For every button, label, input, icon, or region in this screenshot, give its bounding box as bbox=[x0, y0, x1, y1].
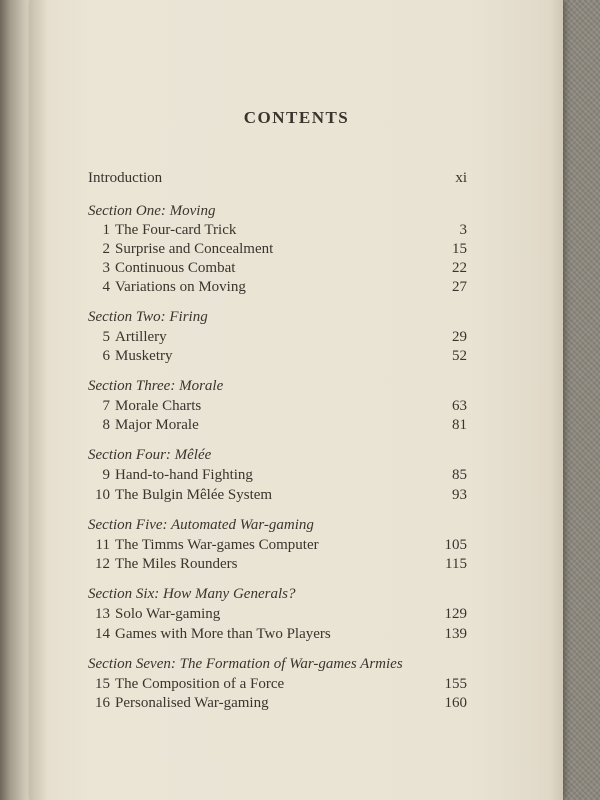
entry-number: 13 bbox=[95, 606, 110, 622]
toc-entry bbox=[30, 487, 563, 507]
toc-entry bbox=[30, 329, 563, 349]
entry-title: Introduction bbox=[88, 170, 163, 186]
entry-title: Variations on Moving bbox=[115, 279, 246, 295]
entry-page: 29 bbox=[452, 329, 467, 345]
page-title: CONTENTS bbox=[243, 108, 350, 127]
entry-number: 5 bbox=[102, 329, 110, 345]
entry-page: 3 bbox=[459, 222, 467, 238]
toc-entry bbox=[30, 606, 563, 626]
entry-title: Personalised War-gaming bbox=[115, 695, 269, 711]
toc-entry bbox=[30, 260, 563, 280]
entry-title: The Timms War-games Computer bbox=[115, 537, 319, 553]
entry-number: 3 bbox=[102, 260, 110, 276]
toc-entry bbox=[30, 626, 563, 646]
entry-page: 93 bbox=[452, 487, 467, 503]
entry-page: xi bbox=[455, 170, 467, 186]
section-heading: Section Seven: The Formation of War-games Armies bbox=[88, 656, 403, 672]
entry-title: The Composition of a Force bbox=[115, 676, 285, 692]
entry-title: Morale Charts bbox=[115, 398, 202, 414]
entry-number: 14 bbox=[95, 626, 110, 642]
entry-number: 10 bbox=[95, 487, 110, 503]
toc-entry bbox=[30, 222, 563, 242]
entry-page: 139 bbox=[444, 626, 467, 642]
entry-page: 27 bbox=[452, 279, 467, 295]
entry-number: 1 bbox=[102, 222, 110, 238]
entry-title: Games with More than Two Players bbox=[115, 626, 331, 642]
toc-entry bbox=[30, 348, 563, 368]
contents-page bbox=[30, 0, 563, 800]
entry-title: Musketry bbox=[115, 348, 173, 364]
toc-entry bbox=[30, 537, 563, 557]
section-heading: Section Three: Morale bbox=[88, 378, 224, 394]
section-heading: Section Two: Firing bbox=[88, 309, 208, 325]
toc-entry bbox=[30, 556, 563, 576]
toc-entry bbox=[30, 279, 563, 299]
entry-number: 7 bbox=[102, 398, 110, 414]
entry-title: Artillery bbox=[115, 329, 167, 345]
entry-page: 115 bbox=[445, 556, 467, 572]
entry-number: 6 bbox=[102, 348, 110, 364]
entry-page: 22 bbox=[452, 260, 467, 276]
entry-page: 105 bbox=[444, 537, 467, 553]
entry-number: 8 bbox=[102, 417, 110, 433]
entry-page: 155 bbox=[444, 676, 467, 692]
entry-number: 4 bbox=[102, 279, 110, 295]
toc-entry bbox=[30, 241, 563, 261]
entry-title: Hand-to-hand Fighting bbox=[115, 467, 253, 483]
section-heading: Section One: Moving bbox=[88, 203, 216, 219]
entry-page: 63 bbox=[452, 398, 467, 414]
entry-title: Major Morale bbox=[115, 417, 199, 433]
toc-entry bbox=[30, 398, 563, 418]
entry-number: 16 bbox=[95, 695, 110, 711]
toc-entry bbox=[30, 467, 563, 487]
entry-page: 52 bbox=[452, 348, 467, 364]
entry-title: The Miles Rounders bbox=[115, 556, 238, 572]
toc-entry bbox=[30, 676, 563, 696]
entry-number: 9 bbox=[102, 467, 110, 483]
section-heading: Section Five: Automated War-gaming bbox=[88, 517, 314, 533]
toc-entry bbox=[30, 417, 563, 437]
entry-page: 129 bbox=[444, 606, 467, 622]
entry-page: 160 bbox=[444, 695, 467, 711]
entry-title: Continuous Combat bbox=[115, 260, 236, 276]
entry-page: 15 bbox=[452, 241, 467, 257]
entry-title: The Bulgin Mêlée System bbox=[115, 487, 273, 503]
section-heading: Section Six: How Many Generals? bbox=[88, 586, 296, 602]
entry-number: 2 bbox=[102, 241, 110, 257]
entry-number: 15 bbox=[95, 676, 110, 692]
section-heading: Section Four: Mêlée bbox=[88, 447, 212, 463]
entry-number: 11 bbox=[95, 537, 110, 553]
entry-page: 81 bbox=[452, 417, 467, 433]
toc-entry-introduction bbox=[30, 170, 563, 190]
entry-title: Surprise and Concealment bbox=[115, 241, 274, 257]
entry-number: 12 bbox=[95, 556, 110, 572]
entry-page: 85 bbox=[452, 467, 467, 483]
toc-entry bbox=[30, 695, 563, 715]
entry-title: The Four-card Trick bbox=[115, 222, 237, 238]
entry-title: Solo War-gaming bbox=[115, 606, 221, 622]
